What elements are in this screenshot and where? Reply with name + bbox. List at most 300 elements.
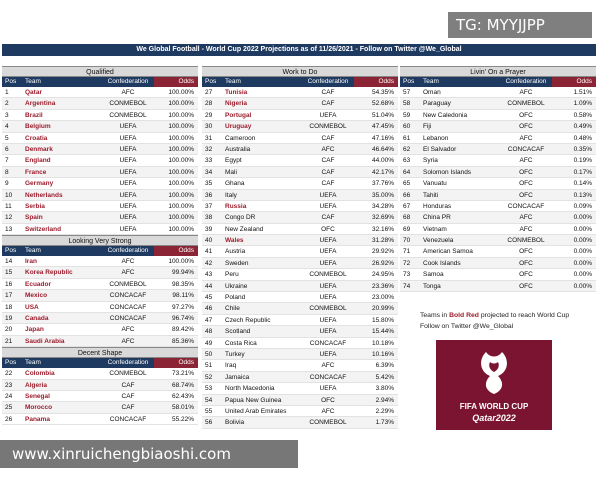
cell-team: Mali <box>225 168 237 176</box>
cell-odds: 100.00% <box>168 123 194 131</box>
cell-odds: 89.42% <box>171 326 194 334</box>
table-row <box>202 155 398 166</box>
table-row <box>2 336 198 347</box>
cell-odds: 26.92% <box>371 259 394 267</box>
cell-team: Poland <box>225 294 246 302</box>
table-body <box>2 87 198 235</box>
cell-team: Iraq <box>225 362 237 370</box>
note-suffix: projected to reach World Cup <box>478 312 570 319</box>
cell-confederation: CAF <box>321 157 335 165</box>
cell-pos: 10 <box>5 191 13 199</box>
table-row <box>400 190 596 201</box>
cell-team: Solomon Islands <box>423 168 472 176</box>
cell-pos: 28 <box>205 100 213 108</box>
cell-confederation: AFC <box>519 225 533 233</box>
cell-team: Argentina <box>25 100 56 108</box>
table-row <box>400 98 596 109</box>
cell-pos: 62 <box>403 145 411 153</box>
cell-odds: 47.16% <box>371 134 394 142</box>
table-row <box>400 235 596 246</box>
cell-team: Vanuatu <box>423 180 447 188</box>
table-row <box>202 360 398 371</box>
cell-pos: 55 <box>205 407 213 415</box>
table-row <box>202 133 398 144</box>
table-row <box>202 303 398 314</box>
cell-confederation: AFC <box>121 326 135 334</box>
cell-confederation: CONCACAF <box>109 415 147 423</box>
cell-pos: 47 <box>205 316 213 324</box>
cell-odds: 32.69% <box>371 214 394 222</box>
cell-confederation: OFC <box>519 271 533 279</box>
cell-odds: 98.11% <box>172 292 194 300</box>
cell-pos: 39 <box>205 225 213 233</box>
cell-pos: 44 <box>205 282 213 290</box>
table-row <box>2 267 198 278</box>
cell-team: Lebanon <box>423 134 449 142</box>
cell-pos: 73 <box>403 271 411 279</box>
cell-confederation: OFC <box>519 168 533 176</box>
cell-pos: 37 <box>205 202 213 210</box>
cell-odds: 3.80% <box>375 385 394 393</box>
cell-team: Honduras <box>423 202 452 210</box>
cell-team: Paraguay <box>423 100 451 108</box>
cell-team: Vietnam <box>423 225 447 233</box>
cell-odds: 44.00% <box>371 157 394 165</box>
table-row <box>400 281 596 292</box>
cell-confederation: AFC <box>519 157 533 165</box>
table-row <box>2 380 198 391</box>
cell-odds: 0.00% <box>573 248 592 256</box>
cell-confederation: CAF <box>121 392 135 400</box>
table-row <box>400 224 596 235</box>
cell-odds: 100.00% <box>168 157 194 165</box>
cell-confederation: CONMEBOL <box>109 100 147 108</box>
cell-team: Croatia <box>25 134 48 142</box>
cell-team: Tonga <box>423 282 441 290</box>
cell-pos: 21 <box>5 337 13 345</box>
cell-team: Turkey <box>225 350 245 358</box>
cell-confederation: UEFA <box>319 294 337 302</box>
cell-confederation: CAF <box>121 404 135 412</box>
cell-odds: 58.01% <box>171 404 194 412</box>
table-body <box>400 87 596 292</box>
cell-team: France <box>25 168 47 176</box>
cell-odds: 46.64% <box>371 145 394 153</box>
table-row <box>202 235 398 246</box>
cell-odds: 100.00% <box>168 225 194 233</box>
cell-team: Korea Republic <box>25 269 73 277</box>
cell-team: Belgium <box>25 123 51 131</box>
cell-pos: 74 <box>403 282 411 290</box>
cell-pos: 13 <box>5 225 13 233</box>
cell-pos: 22 <box>5 370 13 378</box>
cell-pos: 18 <box>5 303 13 311</box>
cell-pos: 42 <box>205 259 213 267</box>
cell-confederation: OFC <box>321 225 335 233</box>
cell-team: Serbia <box>25 202 45 210</box>
table-row <box>400 212 596 223</box>
cell-team: Switzerland <box>25 225 62 233</box>
cell-team: Papua New Guinea <box>225 396 282 404</box>
cell-confederation: UEFA <box>119 214 137 222</box>
cell-pos: 29 <box>205 111 213 119</box>
cell-pos: 54 <box>205 396 213 404</box>
cell-confederation: CAF <box>321 134 335 142</box>
page-title-banner: We Global Football - World Cup 2022 Projections as of 11/26/2021 - Follow on Twitter @We_Global <box>2 44 596 56</box>
cell-odds: 54.35% <box>371 89 394 96</box>
cell-odds: 51.04% <box>371 111 394 119</box>
cell-odds: 23.00% <box>371 294 394 302</box>
cell-team: Syria <box>423 157 438 165</box>
cell-odds: 1.73% <box>375 419 394 427</box>
cell-pos: 63 <box>403 157 411 165</box>
cell-team: Czech Republic <box>225 316 271 324</box>
cell-odds: 0.14% <box>573 180 592 188</box>
cell-pos: 60 <box>403 123 411 131</box>
header-pos: Pos <box>403 78 415 85</box>
table-row <box>202 349 398 360</box>
cell-confederation: AFC <box>321 362 335 370</box>
table-row <box>2 190 198 201</box>
cell-pos: 41 <box>205 248 213 256</box>
table-row <box>2 256 198 267</box>
cell-odds: 0.17% <box>573 168 592 176</box>
table-row <box>400 258 596 269</box>
header-odds: Odds <box>552 77 596 87</box>
cell-pos: 38 <box>205 214 213 222</box>
cell-confederation: UEFA <box>319 237 337 245</box>
cell-team: Netherlands <box>25 191 63 199</box>
cell-team: Oman <box>423 89 441 96</box>
cell-odds: 98.35% <box>171 280 194 288</box>
cell-confederation: UEFA <box>319 259 337 267</box>
cell-confederation: UEFA <box>319 191 337 199</box>
cell-pos: 46 <box>205 305 213 313</box>
cell-confederation: UEFA <box>119 157 137 165</box>
cell-team: Mexico <box>25 292 48 300</box>
cell-confederation: OFC <box>519 123 533 131</box>
table-row <box>400 87 596 98</box>
cell-team: Saudi Arabia <box>25 337 65 345</box>
table-row <box>202 224 398 235</box>
section-title: Looking Very Strong <box>2 235 198 246</box>
table-row <box>2 167 198 178</box>
cell-odds: 100.00% <box>168 168 194 176</box>
cell-confederation: UEFA <box>119 225 137 233</box>
cell-team: North Macedonia <box>225 385 275 393</box>
table-row <box>202 167 398 178</box>
cell-confederation: CAF <box>321 100 335 108</box>
cell-odds: 99.94% <box>171 269 194 277</box>
logo-text-qatar: Qatar2022 <box>472 413 516 423</box>
cell-odds: 0.35% <box>573 145 592 153</box>
cell-pos: 71 <box>403 248 411 256</box>
cell-confederation: CAF <box>321 214 335 222</box>
cell-confederation: AFC <box>519 89 533 96</box>
cell-pos: 70 <box>403 237 411 245</box>
cell-odds: 2.94% <box>375 396 394 404</box>
table-row <box>202 190 398 201</box>
table-row <box>2 302 198 313</box>
cell-odds: 0.00% <box>573 259 592 267</box>
cell-pos: 31 <box>205 134 213 142</box>
table-row <box>2 279 198 290</box>
cell-confederation: UEFA <box>319 316 337 324</box>
header-team: Team <box>25 78 41 85</box>
cell-odds: 47.45% <box>371 123 394 131</box>
cell-confederation: CONCACAF <box>309 339 347 347</box>
logo-text-fifa: FIFA WORLD CUP <box>459 402 529 411</box>
table-row <box>2 201 198 212</box>
table-row <box>2 144 198 155</box>
cell-team: Chile <box>225 305 240 313</box>
cell-odds: 62.43% <box>171 392 194 400</box>
cell-odds: 73.21% <box>171 370 194 378</box>
section-title: Qualified <box>2 66 198 77</box>
cell-team: Italy <box>225 191 237 199</box>
cell-confederation: OFC <box>519 259 533 267</box>
section-title: Work to Do <box>202 66 398 77</box>
cell-confederation: OFC <box>519 180 533 188</box>
table-row <box>202 383 398 394</box>
cell-team: American Samoa <box>423 248 473 256</box>
panel-left <box>2 66 198 425</box>
header-confederation: Confederation <box>307 78 349 85</box>
cell-pos: 25 <box>5 404 13 412</box>
header-confederation: Confederation <box>505 78 547 85</box>
cell-team: Brazil <box>25 111 43 119</box>
table-row <box>400 155 596 166</box>
cell-team: Jamaica <box>225 373 250 381</box>
cell-odds: 0.00% <box>573 282 592 290</box>
table-row <box>2 414 198 425</box>
table-row <box>2 178 198 189</box>
cell-team: Russia <box>225 202 247 210</box>
cell-team: El Salvador <box>423 145 457 153</box>
cell-odds: 100.00% <box>168 89 194 96</box>
table-row <box>2 324 198 335</box>
cell-pos: 40 <box>205 237 213 245</box>
panel-right <box>400 66 596 292</box>
section-title: Livin' On a Prayer <box>400 66 596 77</box>
cell-confederation: UEFA <box>319 282 337 290</box>
table-row <box>202 121 398 132</box>
cell-team: Japan <box>25 326 44 334</box>
cell-pos: 27 <box>205 89 213 96</box>
cell-confederation: OFC <box>519 282 533 290</box>
header-pos: Pos <box>205 78 217 85</box>
cell-team: Ukraine <box>225 282 248 290</box>
cell-odds: 0.00% <box>573 225 592 233</box>
cell-team: Ecuador <box>25 280 52 288</box>
cell-odds: 24.95% <box>371 271 394 279</box>
cell-pos: 17 <box>5 292 13 300</box>
cell-odds: 100.00% <box>168 191 194 199</box>
table-row <box>202 406 398 417</box>
table-row <box>2 121 198 132</box>
cell-pos: 43 <box>205 271 213 279</box>
cell-pos: 2 <box>5 100 9 108</box>
cell-confederation: CAF <box>321 168 335 176</box>
cell-team: Canada <box>25 315 49 323</box>
cell-odds: 31.28% <box>371 237 394 245</box>
cell-odds: 55.22% <box>171 415 194 423</box>
table-row <box>400 201 596 212</box>
cell-odds: 100.00% <box>168 214 194 222</box>
table-header <box>202 77 398 87</box>
header-odds: Odds <box>154 77 198 87</box>
cell-team: Australia <box>225 145 251 153</box>
header-team: Team <box>423 78 439 85</box>
cell-odds: 0.00% <box>573 237 592 245</box>
cell-pos: 12 <box>5 214 13 222</box>
cell-odds: 20.99% <box>371 305 394 313</box>
watermark-url: www.xinruichengbiaoshi.com <box>0 440 298 468</box>
cell-confederation: CONMEBOL <box>109 280 147 288</box>
table-row <box>400 246 596 257</box>
header-confederation: Confederation <box>107 78 149 85</box>
cell-confederation: AFC <box>519 134 533 142</box>
cell-pos: 64 <box>403 168 411 176</box>
cell-team: Scotland <box>225 328 251 336</box>
cell-team: Samoa <box>423 271 444 279</box>
cell-team: Panama <box>25 415 50 423</box>
cell-pos: 5 <box>5 134 9 142</box>
table-row <box>202 258 398 269</box>
cell-team: Austria <box>225 248 246 256</box>
cell-odds: 42.17% <box>371 168 394 176</box>
table-body <box>202 87 398 429</box>
header-team: Team <box>225 78 241 85</box>
cell-confederation: CONMEBOL <box>507 100 545 108</box>
cell-confederation: OFC <box>519 111 533 119</box>
cell-confederation: CAF <box>121 381 135 389</box>
cell-team: Fiji <box>423 123 432 131</box>
cell-team: Wales <box>225 237 244 245</box>
cell-odds: 34.28% <box>371 202 394 210</box>
cell-team: Algeria <box>25 381 48 389</box>
cell-confederation: UEFA <box>319 328 337 336</box>
cell-confederation: CONMEBOL <box>309 123 347 131</box>
table-row <box>202 395 398 406</box>
cell-odds: 0.48% <box>573 134 592 142</box>
table-row <box>2 110 198 121</box>
cell-pos: 7 <box>5 157 9 165</box>
cell-confederation: UEFA <box>319 385 337 393</box>
cell-pos: 6 <box>5 145 9 153</box>
cell-team: Iran <box>25 258 37 266</box>
cell-confederation: CONMEBOL <box>109 111 147 119</box>
table-row <box>2 133 198 144</box>
table-row <box>202 326 398 337</box>
table-row <box>202 87 398 98</box>
cell-confederation: OFC <box>519 191 533 199</box>
cell-odds: 15.80% <box>371 316 394 324</box>
cell-odds: 85.36% <box>171 337 194 345</box>
table-row <box>202 178 398 189</box>
cell-pos: 9 <box>5 180 9 188</box>
cell-team: Costa Rica <box>225 339 257 347</box>
cell-odds: 29.92% <box>371 248 394 256</box>
cell-odds: 10.16% <box>371 350 394 358</box>
cell-team: Congo DR <box>225 214 256 222</box>
cell-odds: 100.00% <box>168 100 194 108</box>
cell-confederation: UEFA <box>119 180 137 188</box>
cell-team: Portugal <box>225 111 252 119</box>
cell-pos: 4 <box>5 123 9 131</box>
cell-odds: 5.42% <box>375 373 394 381</box>
header-pos: Pos <box>5 359 17 367</box>
cell-pos: 35 <box>205 180 213 188</box>
cell-team: Nigeria <box>225 100 248 108</box>
header-odds: Odds <box>154 358 198 368</box>
cell-odds: 10.18% <box>371 339 394 347</box>
cell-confederation: AFC <box>121 89 135 96</box>
cell-pos: 49 <box>205 339 213 347</box>
table-row <box>202 292 398 303</box>
cell-odds: 37.76% <box>371 180 394 188</box>
watermark-tg: TG: MYYJJPP <box>448 12 592 38</box>
table-row <box>202 281 398 292</box>
cell-pos: 32 <box>205 145 213 153</box>
cell-team: New Zealand <box>225 225 264 233</box>
cell-team: Spain <box>25 214 43 222</box>
cell-odds: 1.09% <box>573 100 592 108</box>
cell-pos: 16 <box>5 280 13 288</box>
cell-team: Uruguay <box>225 123 252 131</box>
cell-confederation: CONCACAF <box>507 145 545 153</box>
cell-pos: 72 <box>403 259 411 267</box>
cell-confederation: AFC <box>321 145 335 153</box>
header-odds: Odds <box>354 77 398 87</box>
cell-pos: 1 <box>5 89 9 96</box>
cell-team: Bolivia <box>225 419 245 427</box>
cell-pos: 14 <box>5 258 13 266</box>
table-row <box>2 290 198 301</box>
cell-pos: 48 <box>205 328 213 336</box>
table-body <box>2 368 198 425</box>
cell-pos: 59 <box>403 111 411 119</box>
table-row <box>202 246 398 257</box>
cell-pos: 11 <box>5 202 12 210</box>
cell-pos: 67 <box>403 202 411 210</box>
cell-confederation: UEFA <box>119 191 137 199</box>
cell-confederation: CONCACAF <box>109 292 147 300</box>
cell-pos: 68 <box>403 214 411 222</box>
cell-pos: 51 <box>205 362 213 370</box>
table-row <box>202 110 398 121</box>
header-pos: Pos <box>5 78 17 85</box>
table-row <box>202 201 398 212</box>
cell-pos: 36 <box>205 191 213 199</box>
cell-pos: 61 <box>403 134 411 142</box>
cell-odds: 100.00% <box>168 134 194 142</box>
table-row <box>400 269 596 280</box>
cell-odds: 0.19% <box>573 157 592 165</box>
table-row <box>2 98 198 109</box>
cell-odds: 0.00% <box>573 271 592 279</box>
cell-pos: 15 <box>5 269 13 277</box>
cell-team: Morocco <box>25 404 53 412</box>
cell-pos: 57 <box>403 89 411 96</box>
cell-pos: 69 <box>403 225 411 233</box>
table-row <box>2 155 198 166</box>
cell-pos: 52 <box>205 373 213 381</box>
section-title: Decent Shape <box>2 347 198 358</box>
cell-team: Denmark <box>25 145 53 153</box>
cell-confederation: CONCACAF <box>309 373 347 381</box>
cell-odds: 0.49% <box>573 123 592 131</box>
